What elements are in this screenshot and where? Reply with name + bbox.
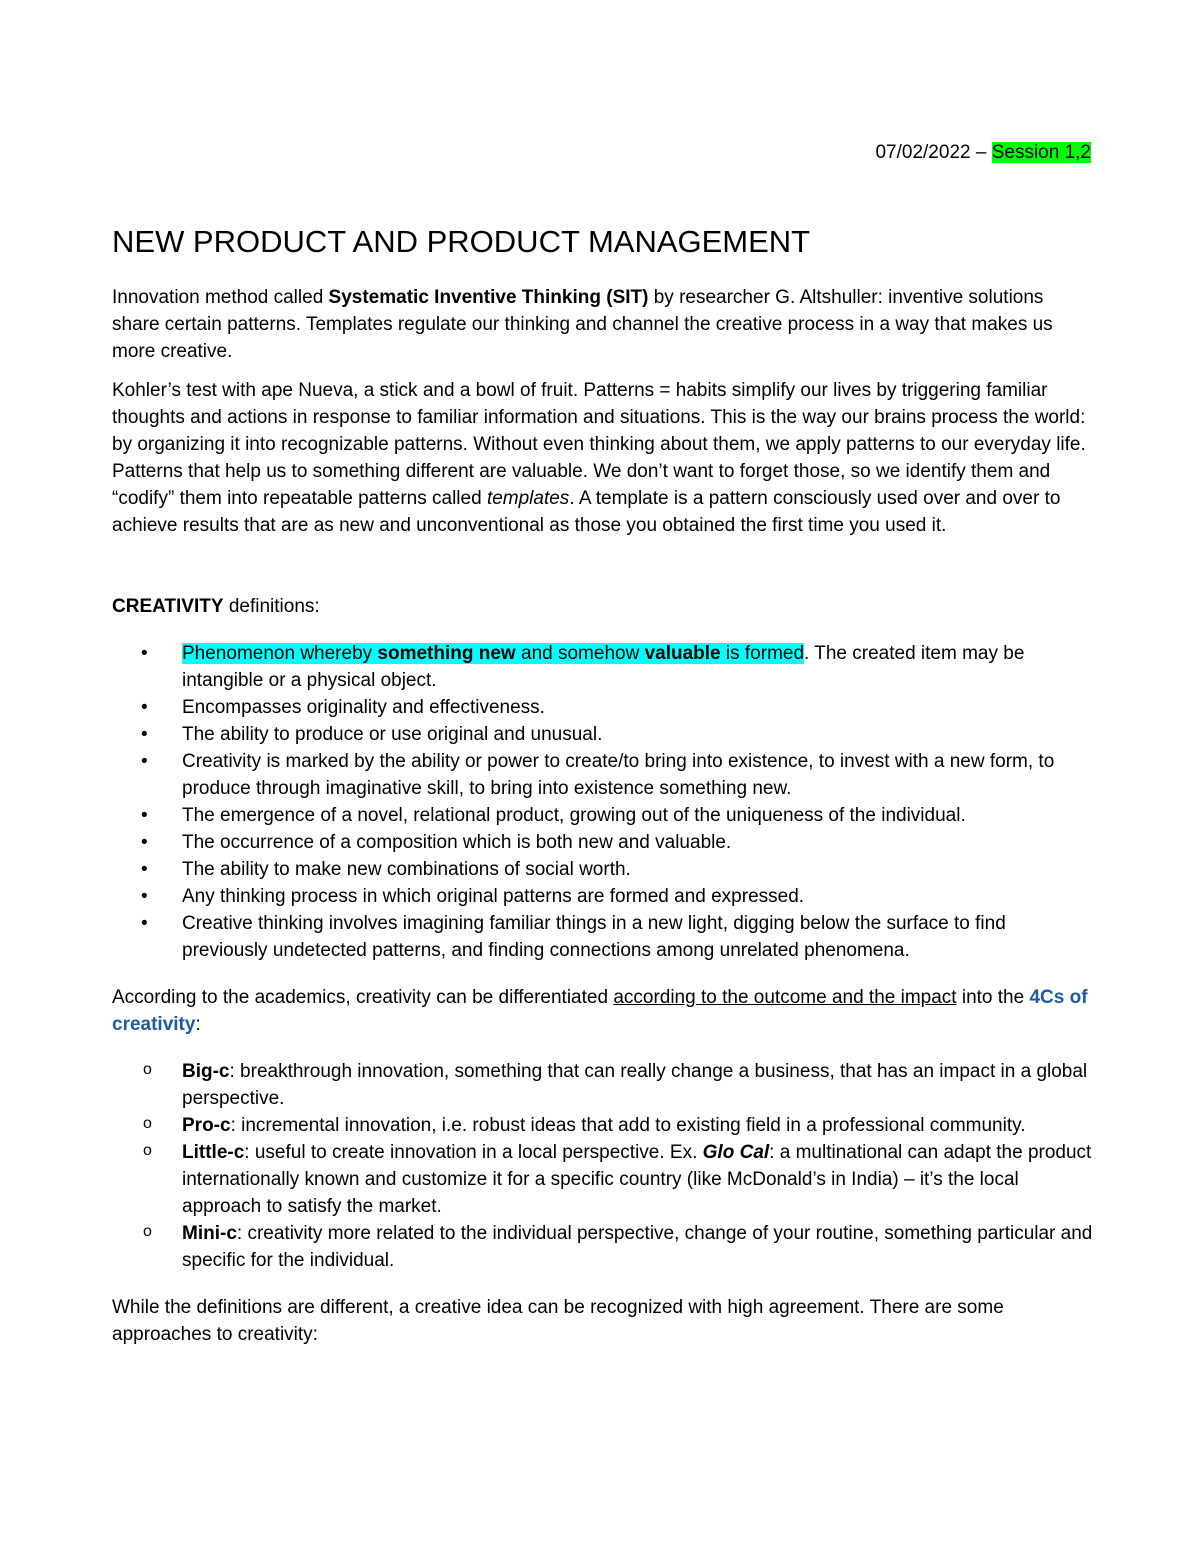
mini-c-label: Mini-c bbox=[182, 1223, 237, 1244]
list-item: • Creative thinking involves imagining familiar things in a new light, digging below the surface to find previously undetected patterns, and finding connections among unrelated phenomena. bbox=[112, 910, 1094, 964]
creativity-term: CREATIVITY bbox=[112, 596, 224, 617]
kohler-paragraph bbox=[112, 377, 1094, 539]
list-item: • Creativity is marked by the ability or power to create/to bring into existence, to invest with a new form, to produce through imaginative skill, to bring into existence something new. bbox=[112, 748, 1094, 802]
definition-text: and somehow bbox=[515, 643, 645, 664]
creativity-heading bbox=[112, 593, 1094, 620]
fourcs-intro-paragraph bbox=[112, 984, 1094, 1038]
list-item: • The ability to make new combinations of social worth. bbox=[112, 856, 1094, 883]
blank-line bbox=[112, 539, 1094, 593]
fourcs-text-post: : bbox=[195, 1014, 201, 1035]
valuable-term: valuable bbox=[644, 643, 721, 664]
list-item: • The emergence of a novel, relational product, growing out of the uniqueness of the individual. bbox=[112, 802, 1094, 829]
something-new-term: something new bbox=[377, 643, 516, 664]
definition-text: Phenomenon whereby bbox=[182, 643, 378, 664]
list-item-big-c bbox=[112, 1058, 1094, 1112]
list-item: • The occurrence of a composition which is both new and valuable. bbox=[112, 829, 1094, 856]
definition-text: is formed bbox=[720, 643, 805, 664]
templates-term: templates bbox=[486, 488, 570, 509]
pro-c-label: Pro-c bbox=[182, 1115, 231, 1136]
fourcs-list bbox=[112, 1058, 1094, 1274]
list-item-pro-c bbox=[112, 1112, 1094, 1139]
outcome-impact-underline: according to the outcome and the impact bbox=[613, 987, 957, 1008]
big-c-text: : breakthrough innovation, something that can really change a business, that has an impact in a global perspective. bbox=[182, 1061, 1088, 1109]
little-c-text: : useful to create innovation in a local perspective. Ex. bbox=[244, 1142, 703, 1163]
definition-text: . The created item may be intangible or a physical object. bbox=[182, 643, 1025, 691]
list-item-little-c bbox=[112, 1139, 1094, 1220]
session-highlight: Session 1,2 bbox=[991, 142, 1091, 163]
sit-paragraph bbox=[112, 284, 1094, 365]
big-c-label: Big-c bbox=[182, 1061, 230, 1082]
list-item-mini-c bbox=[112, 1220, 1094, 1274]
little-c-text-post: : a multinational can adapt the product internationally known and customize it for a specific country (like McDonald’s in India) – it’s the local approach to satisfy the market. bbox=[182, 1142, 1092, 1217]
kohler-text-pre: Kohler’s test with ape Nueva, a stick and a bowl of fruit. Patterns = habits simplify our lives by triggering familiar thoughts and actions in response to familiar information and situations. This is the way our brains process the world: by organizing it into recognizable patterns. Without even thinking about them, we apply patterns to our everyday life. Patterns that help us to something different are valuable. We don’t want to forget those, so we identify them and “codify” them into repeatable patterns called bbox=[112, 380, 1086, 509]
closing-paragraph: While the definitions are different, a creative idea can be recognized with high agreement. There are some approaches to creativity: bbox=[112, 1297, 1004, 1345]
document-body bbox=[112, 222, 1094, 1348]
kohler-text-post: . A template is a pattern consciously used over and over to achieve results that are as new and unconventional as those you obtained the first time you used it. bbox=[112, 488, 1061, 536]
fourcs-text-mid: into the bbox=[956, 987, 1030, 1008]
date-text: 07/02/2022 – bbox=[875, 142, 992, 163]
sit-text-post: by researcher G. Altshuller: inventive solutions share certain patterns. Templates regulate our thinking and channel the creative process in a way that makes us more creative. bbox=[112, 287, 1053, 362]
list-item bbox=[112, 640, 1094, 694]
sit-term: Systematic Inventive Thinking (SIT) bbox=[328, 287, 649, 308]
sit-text-pre: Innovation method called bbox=[112, 287, 329, 308]
pro-c-text: : incremental innovation, i.e. robust ideas that add to existing field in a professional community. bbox=[230, 1115, 1026, 1136]
page-title: NEW PRODUCT AND PRODUCT MANAGEMENT bbox=[112, 224, 811, 259]
list-item: • Encompasses originality and effectiveness. bbox=[112, 694, 1094, 721]
creativity-heading-rest: definitions: bbox=[223, 596, 320, 617]
definitions-list bbox=[112, 640, 1094, 964]
definition-highlight bbox=[182, 643, 804, 664]
little-c-label: Little-c bbox=[182, 1142, 245, 1163]
date-line bbox=[875, 140, 1091, 166]
glocal-term: Glo Cal bbox=[702, 1142, 770, 1163]
list-item: • The ability to produce or use original and unusual. bbox=[112, 721, 1094, 748]
list-item: • Any thinking process in which original patterns are formed and expressed. bbox=[112, 883, 1094, 910]
fourcs-term: 4Cs of creativity bbox=[112, 987, 1088, 1035]
mini-c-text: : creativity more related to the individual perspective, change of your routine, something particular and specific for the individual. bbox=[182, 1223, 1093, 1271]
fourcs-text-pre: According to the academics, creativity can be differentiated bbox=[112, 987, 614, 1008]
